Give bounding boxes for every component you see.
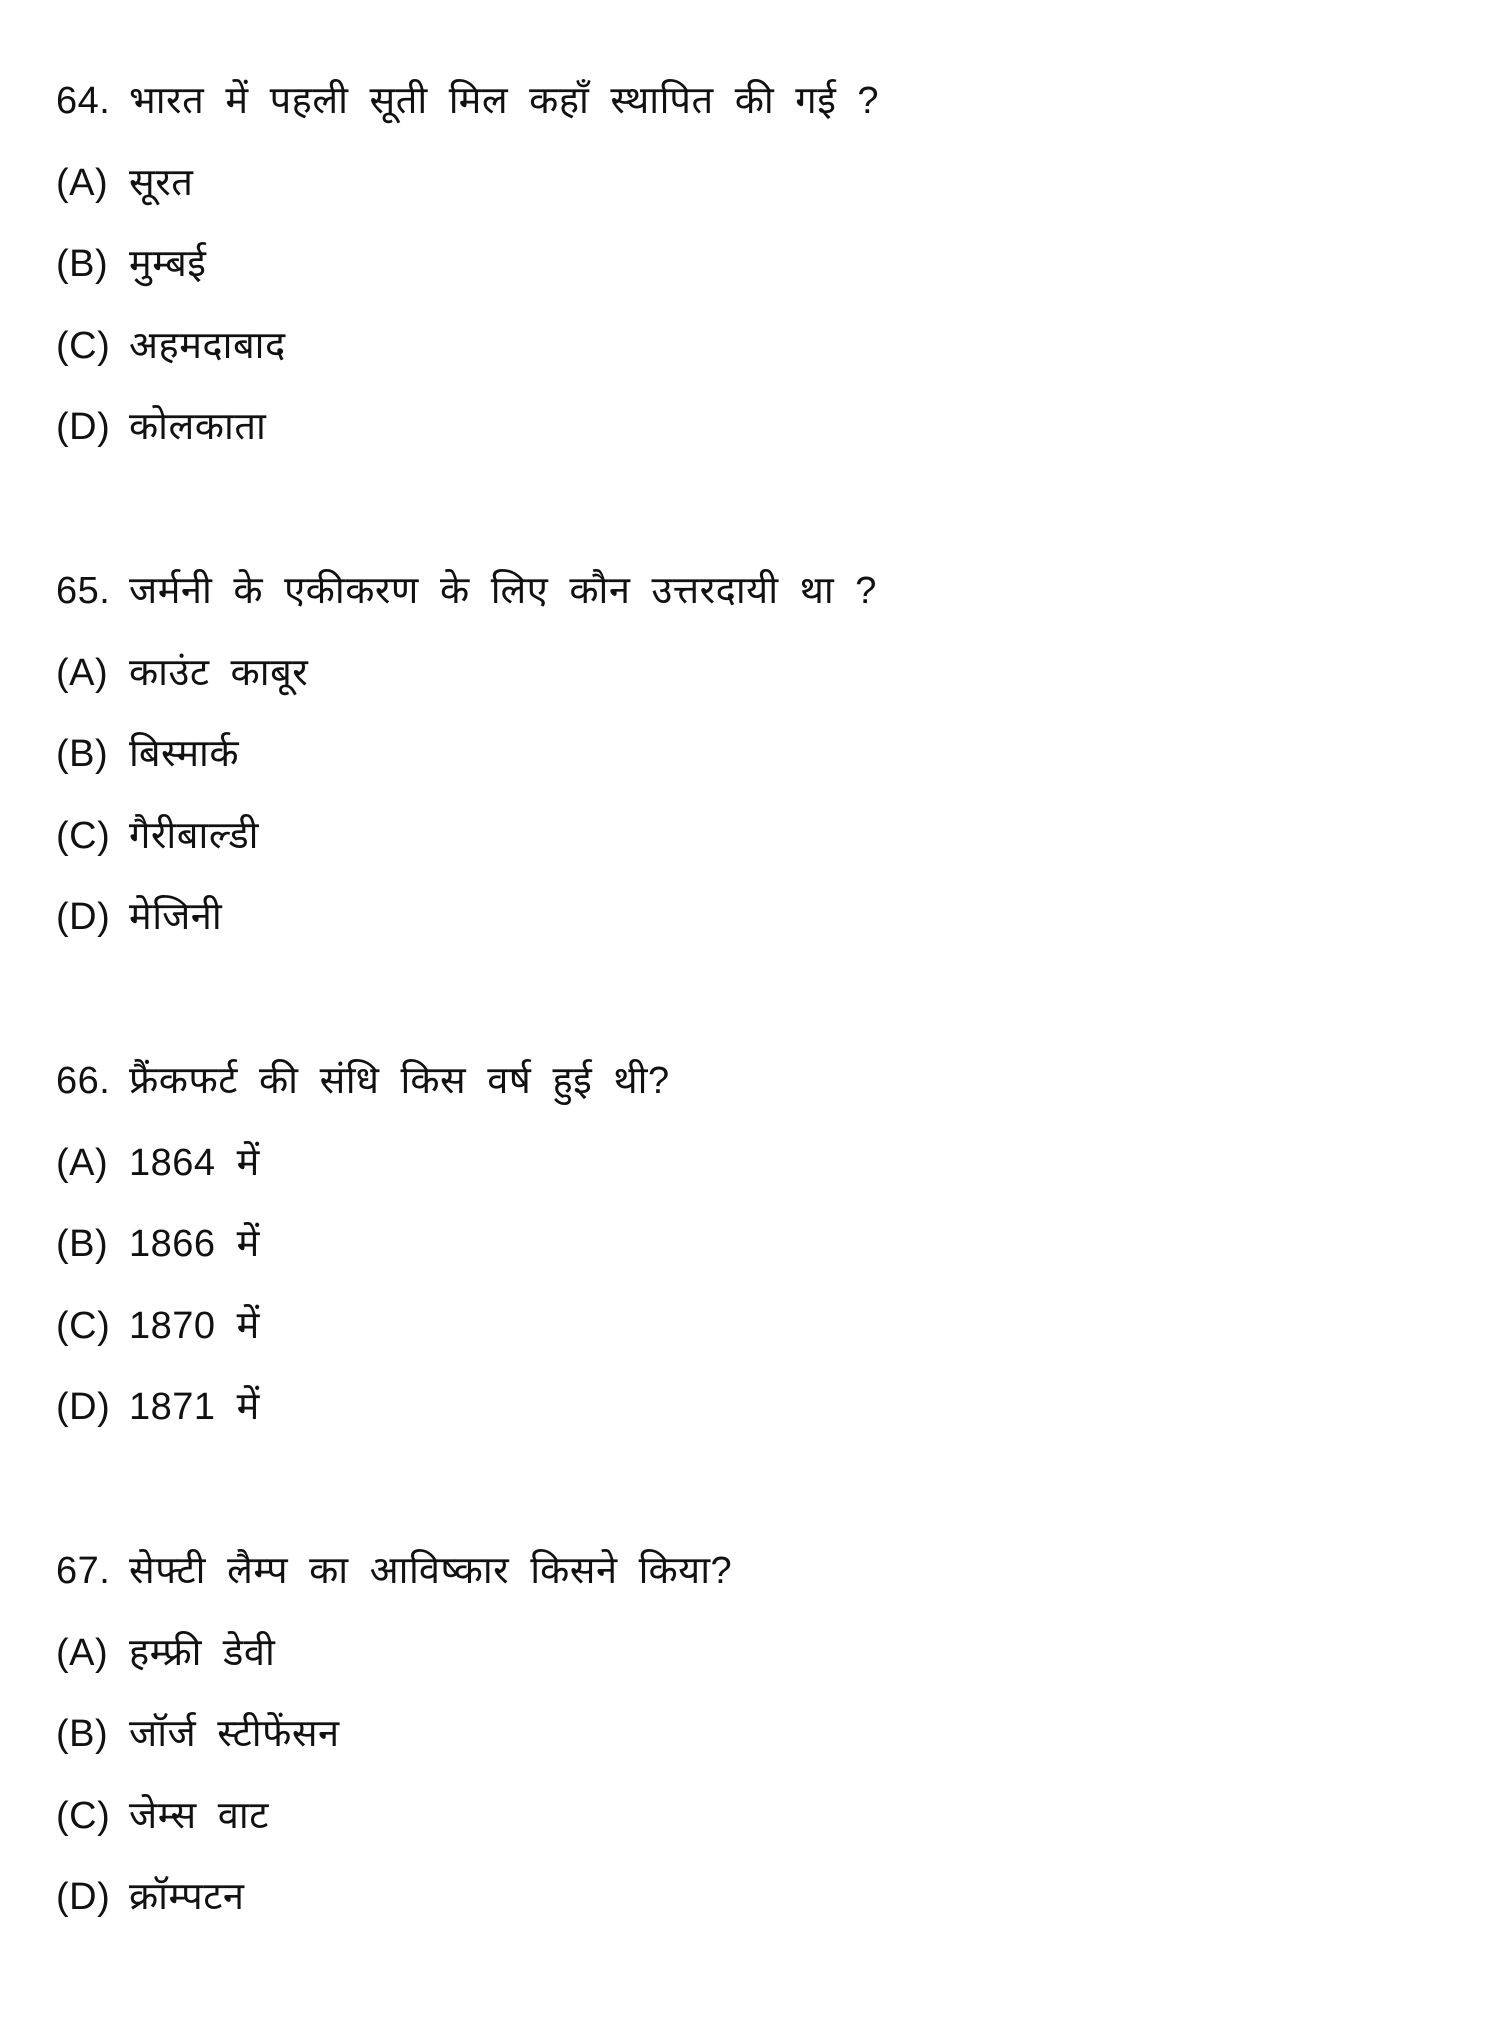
question-number: 66. [56,1060,111,1102]
option-text: 1866 में [129,1223,260,1265]
option-text: मुम्बई [129,243,207,285]
question-3 [56,1056,670,1106]
option-d [56,1872,244,1922]
question-text: भारत में पहली सूती मिल कहाँ स्थापित की गई ? [129,80,880,122]
option-text: गैरीबाल्डी [129,814,259,857]
option-b [56,239,206,289]
option-text: 1871 में [129,1386,260,1428]
option-text: सूरत [129,161,194,204]
option-b [56,1709,340,1759]
question-text: जर्मनी के एकीकरण के लिए कौन उत्तरदायी था ? [129,570,877,612]
option-letter: (D) [56,1386,111,1428]
question-4 [56,1546,732,1596]
option-c [56,321,286,371]
option-text: जॉर्ज स्टीफेंसन [129,1713,340,1755]
option-letter: (A) [56,161,109,204]
option-letter: (B) [56,1713,109,1755]
option-letter: (A) [56,1141,109,1184]
option-letter: (B) [56,733,109,775]
option-text: हम्फ्री डेवी [129,1631,276,1674]
option-text: मेजिनी [129,896,223,938]
option-text: काउंट काबूर [129,651,309,694]
option-text: 1864 में [129,1141,260,1184]
question-2 [56,566,877,616]
option-letter: (D) [56,1876,111,1918]
option-b [56,729,239,779]
option-letter: (C) [56,1794,111,1837]
question-text: फ्रैंकफर्ट की संधि किस वर्ष हुई थी? [129,1060,670,1102]
question-number: 67. [56,1550,111,1592]
option-letter: (B) [56,243,109,285]
question-number: 65. [56,570,111,612]
option-letter: (A) [56,1631,109,1674]
option-text: 1870 में [129,1304,260,1347]
option-text: कोलकाता [129,406,267,448]
option-text: क्रॉम्पटन [129,1876,245,1918]
question-number: 64. [56,80,111,122]
option-a [56,1628,275,1678]
option-letter: (C) [56,324,111,367]
option-a [56,648,308,698]
option-c [56,811,259,861]
option-d [56,1382,260,1432]
option-text: बिस्मार्क [129,733,240,775]
option-letter: (C) [56,814,111,857]
option-a [56,1138,260,1188]
question-text: सेफ्टी लैम्प का आविष्कार किसने किया? [129,1550,733,1592]
option-c [56,1791,269,1841]
option-d [56,402,266,452]
option-c [56,1301,260,1351]
option-letter: (D) [56,406,111,448]
option-b [56,1219,260,1269]
option-letter: (B) [56,1223,109,1265]
option-text: अहमदाबाद [129,324,286,367]
option-letter: (D) [56,896,111,938]
option-d [56,892,222,942]
option-letter: (A) [56,651,109,694]
option-letter: (C) [56,1304,111,1347]
option-text: जेम्स वाट [129,1794,269,1837]
option-a [56,158,193,208]
question-1 [56,76,879,126]
